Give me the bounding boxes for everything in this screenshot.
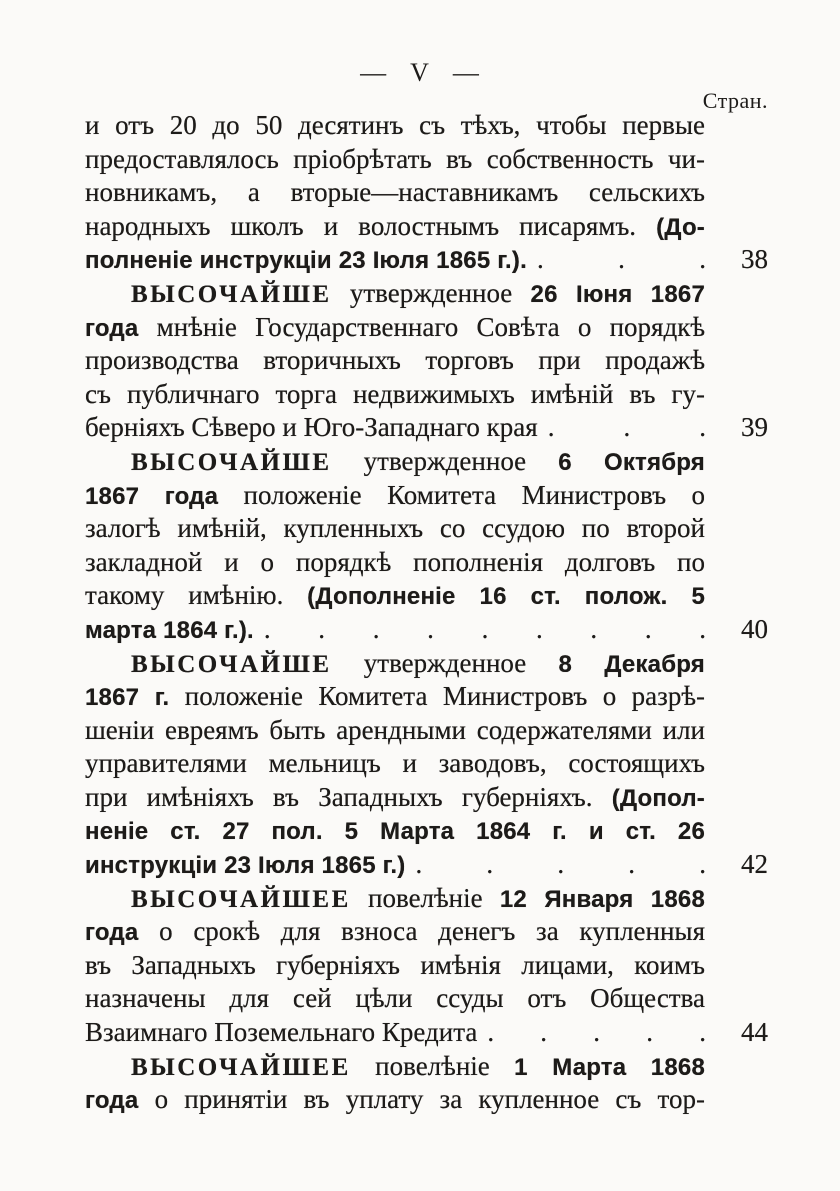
toc-line <box>85 176 705 210</box>
page-column-label: Стран. <box>702 88 768 113</box>
toc-line-text <box>85 613 254 648</box>
addition-bold-segment: (До- <box>656 213 705 241</box>
text-segment: производства вторичныхъ торговъ при продажѣ <box>85 345 705 376</box>
addition-bold-segment: инструкціи 23 Іюля 1865 г.) <box>85 852 406 880</box>
toc-line-text <box>85 243 527 278</box>
toc-line <box>85 243 768 277</box>
toc-line <box>85 109 705 143</box>
text-segment: предоставлялось пріобрѣтать въ собственность чи- <box>85 143 705 174</box>
text-segment: шеніи евреямъ быть арендными содержателями или <box>85 714 705 745</box>
toc-line <box>85 512 705 546</box>
text-segment: залогѣ имѣній, купленныхъ со ссудою по второй <box>85 513 705 544</box>
toc-line <box>85 714 705 748</box>
table-of-contents <box>85 109 768 1117</box>
addition-bold-segment: 1867 г. <box>85 684 170 712</box>
addition-bold-segment: года <box>85 919 139 947</box>
addition-bold-segment: 8 Декабря <box>558 650 705 678</box>
page-number: 38 <box>741 244 768 275</box>
page-number: 39 <box>741 412 768 443</box>
caps-heading-segment: ВЫСОЧАЙШЕЕ <box>131 885 351 913</box>
page-number: 40 <box>741 613 768 644</box>
toc-line-text <box>85 1016 477 1050</box>
addition-bold-segment: 26 Іюня 1867 <box>530 280 705 308</box>
toc-line <box>85 479 705 513</box>
toc-line <box>85 445 705 479</box>
text-segment: повелѣніе <box>350 882 500 913</box>
text-segment: утвержденное <box>331 647 559 678</box>
text-segment: о срокѣ для взноса денегъ за купленныя <box>138 916 705 947</box>
toc-line <box>85 344 705 378</box>
toc-line <box>85 781 705 815</box>
dot-leader: . . . . . <box>415 849 706 880</box>
toc-line <box>85 1016 768 1050</box>
toc-line <box>85 277 705 311</box>
addition-bold-segment: неніе ст. 27 пол. 5 Марта 1864 г. и ст. 26 <box>85 818 705 846</box>
addition-bold-segment: марта 1864 г.). <box>85 616 254 644</box>
addition-bold-segment: полненіе инструкціи 23 Іюля 1865 г.). <box>85 247 527 275</box>
text-segment: положеніе Комитета Министровъ о <box>218 479 706 510</box>
caps-heading-segment: ВЫСОЧАЙШЕ <box>131 650 332 678</box>
dot-leader: . . . . . <box>487 1017 706 1048</box>
toc-line <box>85 882 705 916</box>
addition-bold-segment: года <box>85 314 139 342</box>
dot-leader: . . . <box>536 244 706 275</box>
addition-bold-segment: года <box>85 1087 139 1115</box>
addition-bold-segment: 12 Января 1868 <box>499 885 705 913</box>
toc-line <box>85 143 705 177</box>
text-segment: утвержденное <box>331 445 559 476</box>
text-segment: повелѣніе <box>350 1050 515 1081</box>
toc-line-text <box>85 848 405 883</box>
text-segment: съ публичнаго торга недвижимыхъ имѣній въ гу- <box>85 378 705 409</box>
addition-bold-segment: (Дополненіе 16 ст. полож. 5 <box>307 583 705 611</box>
page-number: 42 <box>741 849 768 880</box>
text-segment: народныхъ школъ и волостнымъ писарямъ. <box>85 210 657 241</box>
addition-bold-segment: 6 Октября <box>558 448 705 476</box>
addition-bold-segment: (Допол- <box>611 784 705 812</box>
folio-page-number: — V — <box>360 58 480 87</box>
caps-heading-segment: ВЫСОЧАЙШЕ <box>131 448 332 476</box>
caps-heading-segment: ВЫСОЧАЙШЕЕ <box>131 1053 351 1081</box>
toc-line-text <box>85 411 538 445</box>
toc-line <box>85 411 768 445</box>
text-segment: берніяхъ Сѣверо и Юго-Западнаго края <box>85 412 538 443</box>
text-segment: при имѣніяхъ въ Западныхъ губерніяхъ. <box>85 781 612 812</box>
toc-line <box>85 546 705 580</box>
page-number: 44 <box>741 1017 768 1048</box>
text-segment: закладной и о порядкѣ пополненія долговъ по <box>85 546 705 577</box>
text-segment: Взаимнаго Поземельнаго Кредита <box>85 1017 478 1048</box>
toc-line <box>85 647 705 681</box>
text-segment: мнѣніе Государственнаго Совѣта о порядкѣ <box>138 311 705 342</box>
text-segment: положеніе Комитета Министровъ о разрѣ- <box>169 681 705 712</box>
toc-line <box>85 378 705 412</box>
toc-line <box>85 915 705 949</box>
text-segment: и отъ 20 до 50 десятинъ съ тѣхъ, чтобы первые <box>85 110 705 140</box>
text-segment: новникамъ, а вторые—наставникамъ сельскихъ <box>85 177 705 208</box>
text-segment: управителями мельницъ и заводовъ, состоящихъ <box>85 748 705 779</box>
text-segment: назначены для сей цѣли ссуды отъ Общества <box>85 983 705 1014</box>
text-segment: утвержденное <box>331 277 531 308</box>
toc-line <box>85 613 768 647</box>
caps-heading-segment: ВЫСОЧАЙШЕ <box>131 280 332 308</box>
text-segment: о принятіи въ уплату за купленное съ тор- <box>138 1084 705 1115</box>
toc-line <box>85 747 705 781</box>
toc-line <box>85 982 705 1016</box>
text-segment: такому имѣнію. <box>85 580 308 611</box>
toc-line <box>85 680 705 714</box>
toc-line <box>85 848 768 882</box>
toc-line <box>85 814 705 848</box>
toc-line <box>85 949 705 983</box>
toc-line <box>85 1050 705 1084</box>
toc-line <box>85 210 705 244</box>
toc-line <box>85 1083 705 1117</box>
dot-leader: . . . <box>547 412 706 443</box>
dot-leader: . . . . . . . . . <box>263 613 706 644</box>
text-segment: въ Западныхъ губерніяхъ имѣнія лицами, коимъ <box>85 949 705 980</box>
addition-bold-segment: 1 Марта 1868 <box>514 1053 705 1081</box>
addition-bold-segment: 1867 года <box>85 482 219 510</box>
toc-line <box>85 311 705 345</box>
toc-line <box>85 579 705 613</box>
